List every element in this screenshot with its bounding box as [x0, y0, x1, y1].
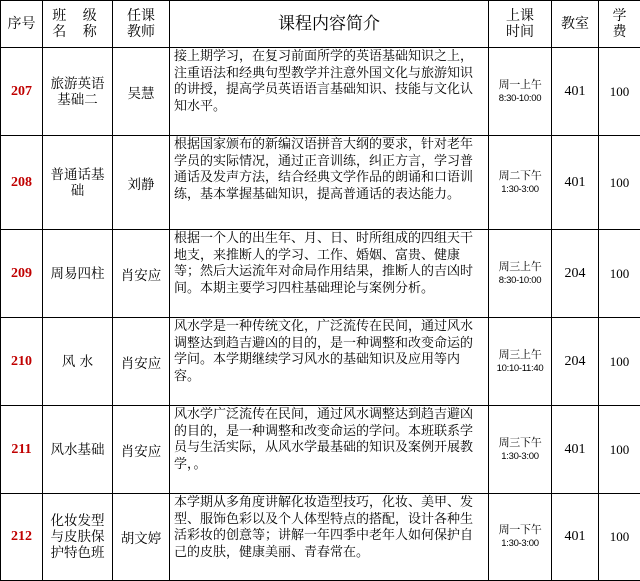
- table-row: [1, 48, 640, 136]
- header-class-name-line2: 名 称: [52, 24, 102, 40]
- course-time: [489, 494, 552, 581]
- course-room: 204: [552, 230, 599, 318]
- course-time-range: 1:30-3:00: [489, 450, 551, 463]
- course-id: 212: [1, 494, 43, 581]
- course-id: 209: [1, 230, 43, 318]
- course-id: 208: [1, 136, 43, 230]
- course-room: 401: [552, 494, 599, 581]
- course-teacher: 胡文婷: [113, 494, 170, 581]
- course-time-day: 周一下午: [489, 524, 551, 537]
- table-row: [1, 136, 640, 230]
- course-time-day: 周二下午: [489, 170, 551, 183]
- course-fee: 100: [599, 406, 640, 494]
- course-fee: 100: [599, 230, 640, 318]
- course-description: 风水学广泛流传在民间，通过风水调整达到趋吉避凶的目的，是一种调整和改变命运的学问。本班联系学员与生活实际，从风水学最基础的知识及案例开展教学，。: [170, 406, 489, 494]
- header-description: [170, 1, 489, 48]
- course-time-range: 10:10-11:40: [489, 362, 551, 375]
- header-room: [552, 1, 599, 48]
- course-time-range: 8:30-10:00: [489, 274, 551, 287]
- course-room: 204: [552, 318, 599, 406]
- course-id: 211: [1, 406, 43, 494]
- header-time-line2: 时间: [506, 24, 534, 40]
- course-room: 401: [552, 48, 599, 136]
- course-time-day: 周三下午: [489, 437, 551, 450]
- course-room: 401: [552, 406, 599, 494]
- course-fee: 100: [599, 494, 640, 581]
- header-teacher-line1: 任课: [127, 8, 155, 24]
- table-row: [1, 318, 640, 406]
- header-room-label: 教室: [561, 16, 589, 32]
- header-description-label: 课程内容简介: [278, 14, 380, 34]
- course-time: [489, 318, 552, 406]
- header-fee: [599, 1, 640, 48]
- course-name: 风 水: [43, 318, 113, 406]
- header-teacher-line2: 教师: [127, 24, 155, 40]
- course-teacher: 肖安应: [113, 318, 170, 406]
- course-time-range: 1:30-3:00: [489, 537, 551, 550]
- course-fee: 100: [599, 318, 640, 406]
- course-teacher: 刘静: [113, 136, 170, 230]
- header-row: [1, 1, 640, 48]
- course-time-day: 周三上午: [489, 349, 551, 362]
- course-description: 根据国家颁布的新编汉语拼音大纲的要求，针对老年学员的实际情况，通过正音训练，纠正方言，学习普通话及发声方法，结合经典文学作品的朗诵和口语训练，基本掌握基础知识，提高普通话的表达能力。: [170, 136, 489, 230]
- header-id-label: 序号: [8, 16, 36, 32]
- header-time-line1: 上课: [506, 8, 534, 24]
- header-fee-line1: 学: [613, 8, 627, 24]
- course-time: [489, 48, 552, 136]
- course-time-range: 8:30-10:00: [489, 92, 551, 105]
- course-description: 风水学是一种传统文化，广泛流传在民间，通过风水调整达到趋吉避凶的目的，是一种调整和改变命运的学问。本学期继续学习风水的基础知识及应用等内容。: [170, 318, 489, 406]
- course-name: 周易四柱: [43, 230, 113, 318]
- course-id: 210: [1, 318, 43, 406]
- table-row: [1, 230, 640, 318]
- course-name: 风水基础: [43, 406, 113, 494]
- course-fee: 100: [599, 136, 640, 230]
- header-class-name: [43, 1, 113, 48]
- header-teacher: [113, 1, 170, 48]
- course-room: 401: [552, 136, 599, 230]
- course-name: 化妆发型与皮肤保护特色班: [43, 494, 113, 581]
- course-time: [489, 136, 552, 230]
- table-row: [1, 406, 640, 494]
- course-fee: 100: [599, 48, 640, 136]
- course-name: 普通话基础: [43, 136, 113, 230]
- course-id: 207: [1, 48, 43, 136]
- table-row: [1, 494, 640, 581]
- course-teacher: 肖安应: [113, 230, 170, 318]
- course-description: 接上期学习，在复习前面所学的英语基础知识之上，注重语法和经典句型教学并注意外国文化与旅游知识的讲授，提高学员英语语言基础知识、技能与文化认知水平。: [170, 48, 489, 136]
- course-time: [489, 406, 552, 494]
- course-name: 旅游英语基础二: [43, 48, 113, 136]
- course-time-range: 1:30-3:00: [489, 183, 551, 196]
- header-time: [489, 1, 552, 48]
- course-time-day: 周三上午: [489, 261, 551, 274]
- course-description: 本学期从多角度讲解化妆造型技巧，化妆、美甲、发型、服饰色彩以及个人体型特点的搭配，设计各种生活彩妆的创意等；讲解一年四季中老年人如何保护自己的皮肤，健康美丽、青春常在。: [170, 494, 489, 581]
- header-id: [1, 1, 43, 48]
- course-teacher: 吴慧: [113, 48, 170, 136]
- course-teacher: 肖安应: [113, 406, 170, 494]
- course-time-day: 周一上午: [489, 79, 551, 92]
- course-description: 根据一个人的出生年、月、日、时所组成的四组天干地支，来推断人的学习、工作、婚姻、富贵、健康等；然后大运流年对命局作用结果，推断人的吉凶时间。本期主要学习四柱基础理论与案例分析。: [170, 230, 489, 318]
- header-class-name-line1: 班 级: [52, 8, 102, 24]
- course-time: [489, 230, 552, 318]
- header-fee-line2: 费: [613, 24, 627, 40]
